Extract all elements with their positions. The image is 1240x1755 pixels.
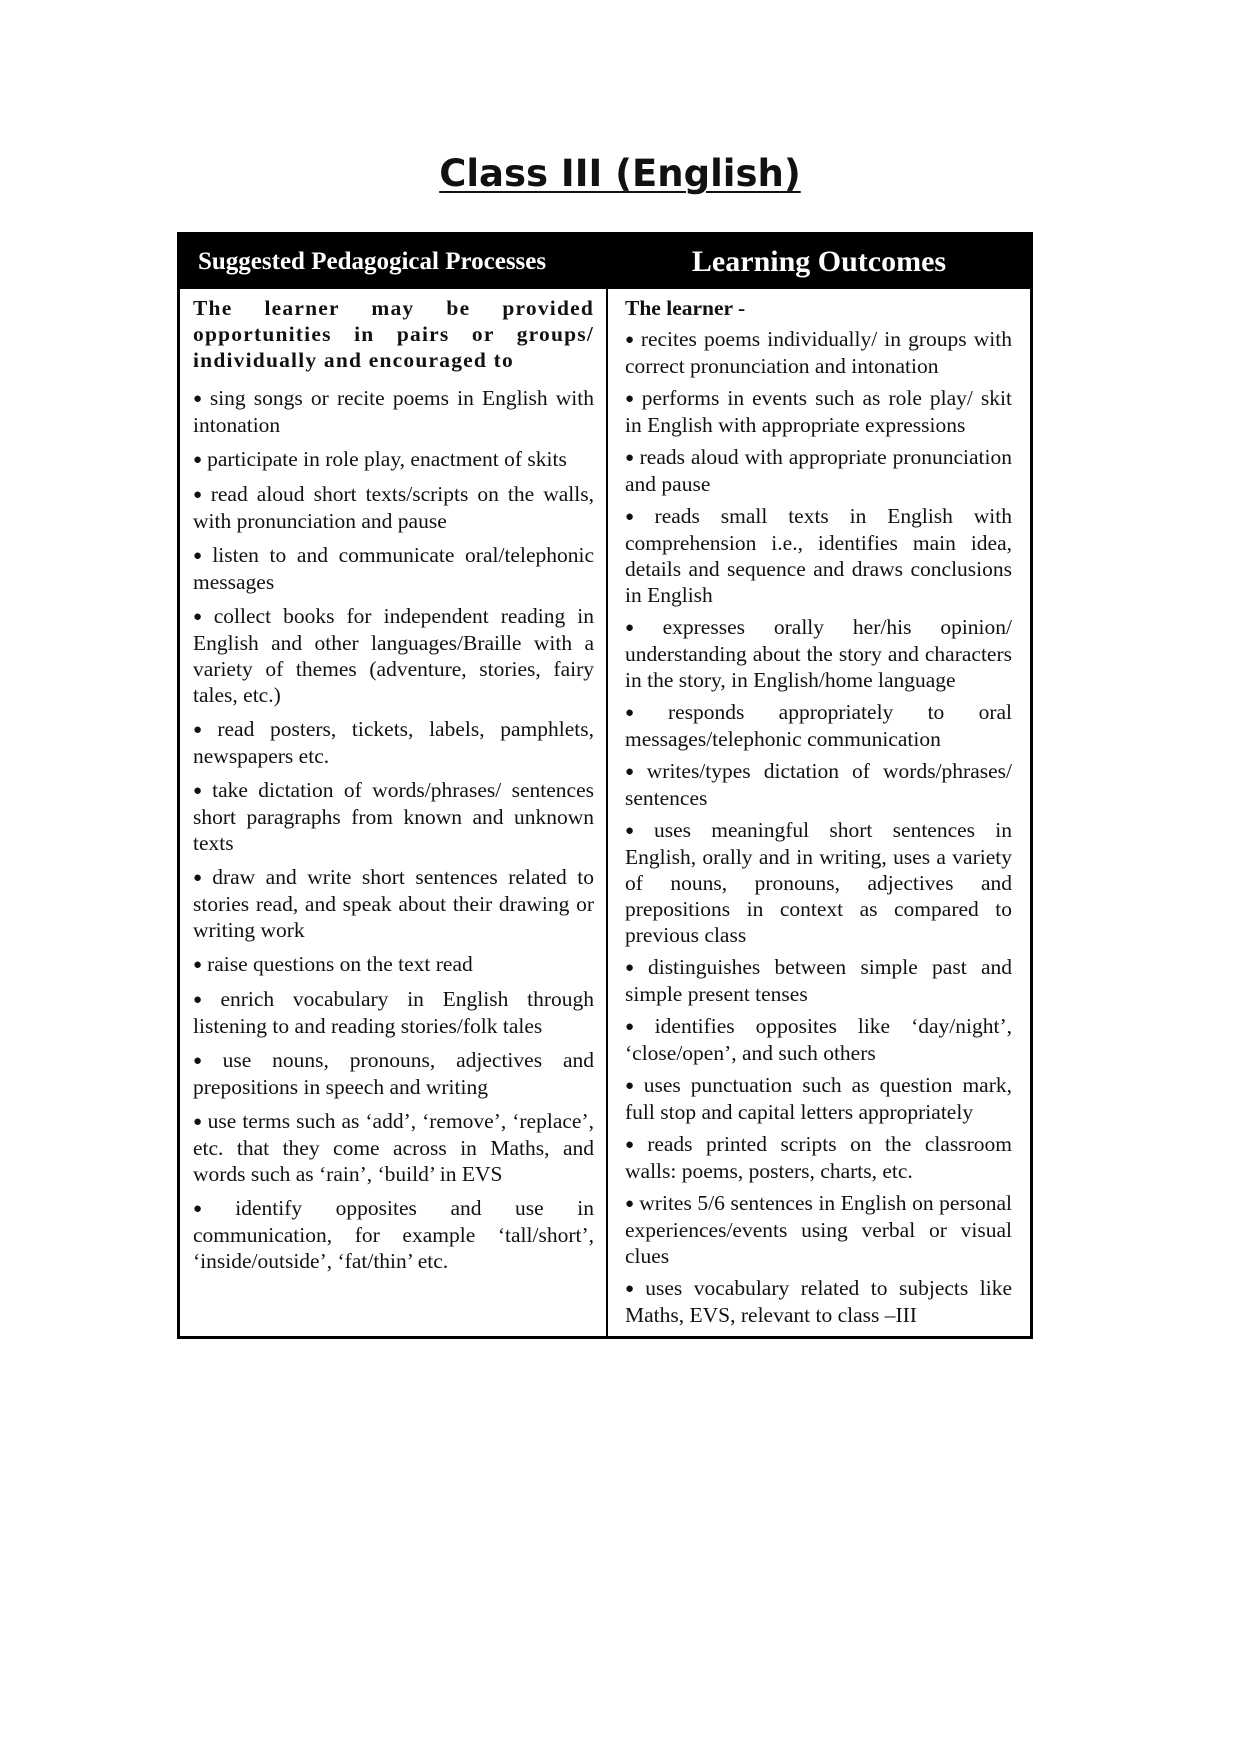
bullet-icon: ● [625,1137,643,1153]
outcome-item [625,1131,1012,1184]
process-item [193,951,594,978]
process-item [193,385,594,438]
bullet-icon: ● [625,705,663,721]
outcome-item-text: reads printed scripts on the classroom walls: poems, posters, charts, etc. [625,1132,1012,1183]
process-item-text: sing songs or recite poems in English with intonation [193,386,595,437]
outcome-item-text: responds appropriately to oral messages/telephonic communication [625,700,1013,751]
bullet-icon: ● [193,992,216,1008]
outcome-item-text: expresses orally her/his opinion/ understanding about the story and characters in the story, in English/home language [625,615,1013,692]
outcome-item-text: identifies opposites like ‘day/night’, ‘close/open’, and such others [625,1014,1012,1065]
bullet-icon: ● [625,1078,639,1094]
process-item-text: use nouns, pronouns, adjectives and prepositions in speech and writing [193,1048,594,1099]
bullet-icon: ● [193,1114,203,1130]
bullet-icon: ● [193,957,203,973]
bullet-icon: ● [193,609,209,625]
process-item [193,986,594,1039]
process-item [193,1047,594,1100]
outcome-item-text: reads small texts in English with comprehension i.e., identifies main idea, details and sequence and draws conclusions in English [625,504,1012,607]
learning-outcomes-column [608,289,1030,1336]
outcome-item-text: performs in events such as role play/ skit in English with appropriate expressions [625,386,1012,437]
bullet-icon: ● [193,722,213,738]
table-body [180,289,1030,1336]
outcome-item-text: writes 5/6 sentences in English on personal experiences/events using verbal or visual clues [625,1191,1012,1268]
process-item-text: draw and write short sentences related to stories read, and speak about their drawing or writing work [193,865,594,942]
outcomes-intro: The learner - [625,296,746,320]
bullet-icon: ● [625,332,636,348]
outcome-item-text: uses meaningful short sentences in English, orally and in writing, uses a variety of nouns, pronouns, adjectives and prepositions in context as compared to previous class [625,818,1013,947]
bullet-icon: ● [193,783,208,799]
outcome-item-text: uses vocabulary related to subjects like Maths, EVS, relevant to class –III [625,1276,1012,1327]
outcome-item [625,385,1012,438]
bullet-icon: ● [625,960,643,976]
outcome-item-text: writes/types dictation of words/phrases/ sentences [625,759,1012,810]
outcome-item [625,614,1012,693]
process-item-text: read aloud short texts/scripts on the walls, with pronunciation and pause [193,482,595,533]
process-item [193,542,594,595]
process-item-text: participate in role play, enactment of skits [207,447,567,471]
processes-intro: The learner may be provided opportunities in pairs or groups/ individually and encouraged to [193,296,594,372]
table-header [180,235,1030,289]
process-item [193,446,594,473]
process-item [193,481,594,534]
process-item-text: collect books for independent reading in English and other languages/Braille with a variety of themes (adventure, stories, fairy tales, etc.) [193,604,594,707]
outcome-item [625,503,1012,608]
process-item-text: take dictation of words/phrases/ sentences short paragraphs from known and unknown texts [193,778,594,855]
bullet-icon: ● [625,620,658,636]
process-item-text: identify opposites and use in communication, for example ‘tall/short’, ‘inside/outside’, ‘fat/thin’ etc. [193,1196,594,1273]
outcome-item-text: distinguishes between simple past and simple present tenses [625,955,1013,1006]
process-item [193,777,594,856]
process-item-text: enrich vocabulary in English through listening to and reading stories/folk tales [193,987,594,1038]
pedagogical-processes-column [180,289,608,1336]
outcome-item [625,954,1012,1007]
process-item [193,603,594,708]
process-item [193,1108,594,1187]
outcome-item-text: recites poems individually/ in groups with correct pronunciation and intonation [625,327,1013,378]
bullet-icon: ● [193,487,206,503]
bullet-icon: ● [193,452,203,468]
bullet-icon: ● [193,548,208,564]
process-item [193,716,594,769]
outcome-item [625,758,1012,811]
bullet-icon: ● [625,1196,635,1212]
bullet-icon: ● [625,1281,641,1297]
outcome-item [625,326,1012,379]
outcome-item-text: reads aloud with appropriate pronunciation and pause [625,445,1012,496]
bullet-icon: ● [625,391,637,407]
header-pedagogical-processes: Suggested Pedagogical Processes [198,248,547,275]
bullet-icon: ● [625,450,635,466]
process-item [193,1195,594,1274]
process-item-text: use terms such as ‘add’, ‘remove’, ‘replace’, etc. that they come across in Maths, and words such as ‘rain’, ‘build’ in EVS [193,1109,594,1186]
header-learning-outcomes: Learning Outcomes [691,245,947,278]
outcomes-list [625,326,1012,1328]
outcome-item [625,444,1012,497]
bullet-icon: ● [193,1053,218,1069]
outcome-item [625,817,1012,948]
bullet-icon: ● [625,1019,650,1035]
bullet-icon: ● [193,1201,231,1217]
outcome-item [625,1013,1012,1066]
bullet-icon: ● [625,823,649,839]
outcome-item [625,1190,1012,1269]
page-title: Class III (English) [439,152,801,195]
outcome-item [625,699,1012,752]
process-item-text: listen to and communicate oral/telephonic messages [193,543,594,594]
bullet-icon: ● [625,764,642,780]
outcome-item-text: uses punctuation such as question mark, full stop and capital letters appropriately [625,1073,1013,1124]
outcome-item [625,1072,1012,1125]
outcomes-table [177,232,1033,1339]
bullet-icon: ● [193,870,208,886]
outcome-item [625,1275,1012,1328]
bullet-icon: ● [625,509,650,525]
process-item-text: read posters, tickets, labels, pamphlets, newspapers etc. [193,717,594,768]
bullet-icon: ● [193,391,205,407]
processes-list [193,385,594,1274]
process-item [193,864,594,943]
process-item-text: raise questions on the text read [207,952,473,976]
